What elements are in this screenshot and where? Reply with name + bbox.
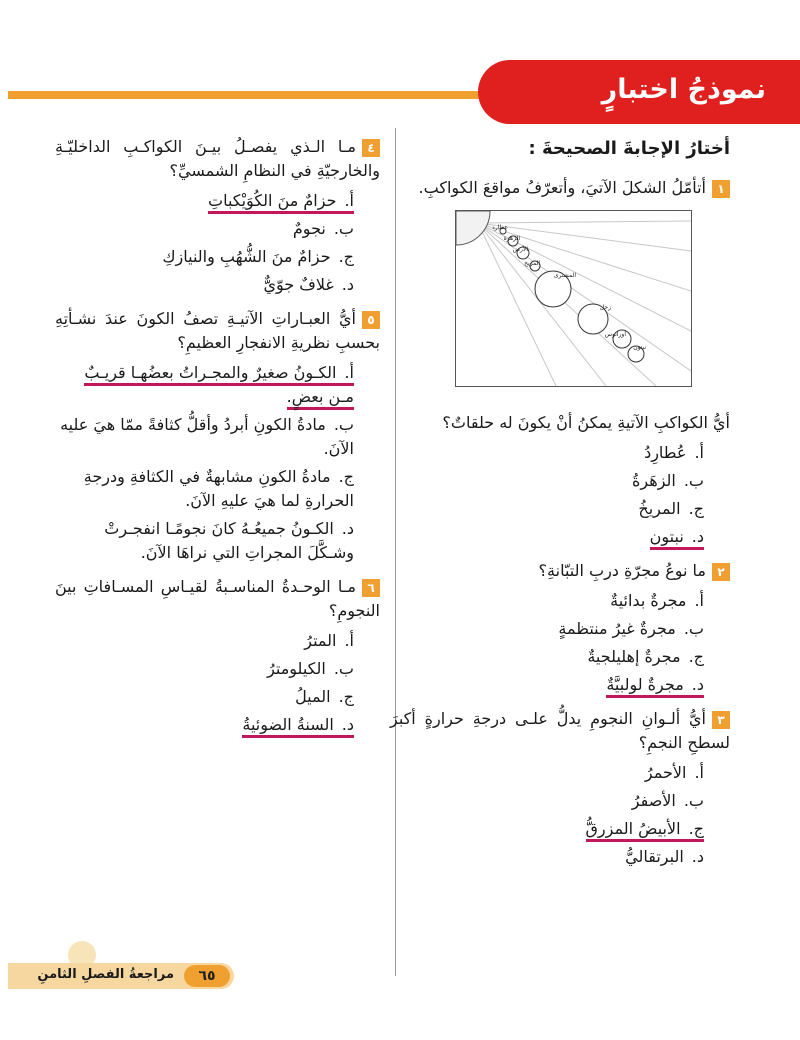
label-venus: الزهرة — [503, 235, 520, 242]
options-list — [390, 761, 730, 869]
question-1 — [390, 176, 730, 549]
title-rule — [8, 91, 488, 99]
label-mars: المريخ — [524, 260, 540, 267]
options-list — [55, 629, 380, 737]
option-d[interactable] — [55, 713, 354, 737]
option-c[interactable]: ج.مجرةٌ إهليلجيةٌ — [587, 647, 704, 666]
question-number: ٣ — [712, 711, 730, 729]
chapter-label: مراجعةُ الفصلِ الثامنِ — [37, 967, 174, 982]
question-number: ٢ — [712, 563, 730, 581]
option-b[interactable]: ب.الأصفرُ — [631, 791, 704, 810]
page-footer — [8, 963, 234, 989]
option-c[interactable]: ج.الميلُ — [295, 687, 354, 706]
question-prompt: مـا الـذي يفصـلُ بيـنَ الكواكـبِ الداخليّـةِ والخارجيّةِ في النظامِ الشمسيِّ؟ — [55, 137, 380, 180]
question-number: ٤ — [362, 139, 380, 157]
label-mercury: عطارد — [492, 224, 508, 231]
option-d[interactable]: د.غلافٌ جوّيٌّ — [263, 275, 354, 294]
question-number: ١ — [712, 180, 730, 198]
question-5 — [55, 307, 380, 565]
options-list — [390, 441, 730, 549]
right-column — [390, 135, 730, 879]
page-title: نموذجُ اختبارٍ — [601, 74, 766, 105]
options-list — [55, 361, 380, 565]
option-a[interactable]: أ.مجرةٌ بدائيةٌ — [610, 591, 704, 610]
question-4 — [55, 135, 380, 297]
solar-system-diagram — [455, 210, 692, 387]
correct-answer: أ.حزامٌ منَ الكُوَيْكباتِ — [208, 191, 354, 214]
option-a[interactable]: أ.عُطارِدُ — [644, 443, 704, 462]
question-prompt: أيُّ ألـوانِ النجومِ يدلُّ علـى درجةِ حرارةٍ أكبرَ لسطحِ النجمِ؟ — [390, 709, 730, 752]
option-c[interactable]: ج.مادةُ الكونِ مشابهةٌ في الكثافةِ ودرجةِ الحرارةِ لما هيَ عليهِ الآنَ. — [83, 467, 354, 510]
title-banner — [478, 60, 800, 124]
label-neptune: نبتون — [633, 344, 646, 351]
option-b[interactable]: ب.الكيلومترُ — [267, 659, 354, 678]
option-a[interactable]: أ.الأحمرُ — [644, 763, 704, 782]
question-3 — [390, 707, 730, 869]
label-uranus: أورانوس — [604, 331, 626, 338]
page-number: ٦٥ — [184, 965, 230, 987]
question-subprompt: أيُّ الكواكبِ الآتيةِ يمكنُ أنْ يكونَ له حلقاتٌ؟ — [442, 413, 730, 432]
option-d[interactable] — [390, 525, 704, 549]
question-number: ٦ — [362, 579, 380, 597]
option-b[interactable]: ب.الزهَرةُ — [632, 471, 704, 490]
option-d[interactable]: د.البرتقاليُّ — [625, 847, 704, 866]
label-earth: الأرض — [512, 246, 528, 253]
label-saturn: زحل — [599, 304, 611, 311]
solar-system-figure — [390, 210, 730, 387]
option-d[interactable] — [390, 673, 704, 697]
option-c[interactable]: ج.حزامٌ منَ الشُّهُبِ والنيازكِ — [162, 247, 354, 266]
correct-answer: أ.الكـونُ صغيرٌ والمجـراتُ بعضُهـا قريـبٌ مـن بعضٍ. — [84, 363, 354, 410]
correct-answer: ج.الأبيضُ المزرقُّ — [586, 819, 705, 842]
question-6 — [55, 575, 380, 737]
left-column — [55, 135, 380, 747]
question-prompt: أيُّ العبـاراتِ الآتيـةِ تصفُ الكونَ عندَ نشـأتِهِ بحسبِ نظريةِ الانفجارِ العظيمِ؟ — [55, 309, 380, 352]
options-list — [390, 589, 730, 697]
option-b[interactable]: ب.مادةُ الكونِ أبردُ وأقلُّ كثافةً ممّا هيَ عليه الآنَ. — [60, 415, 354, 458]
question-prompt: أتأمّلُ الشكلَ الآتيَ، وأتعرّفُ مواقعَ الكواكبِ. — [418, 178, 706, 197]
question-number: ٥ — [362, 311, 380, 329]
correct-answer: د.السنةُ الضوئيةُ — [242, 715, 354, 738]
question-prompt: ما نوعُ مجرّةِ دربِ التبّانةِ؟ — [538, 561, 706, 580]
option-c[interactable] — [390, 817, 704, 841]
option-d[interactable]: د.الكـونُ جميعُـهُ كانَ نجومًـا انفجـرتْ وشـكَّلَ المجراتِ التي نراهَا الآنَ. — [104, 519, 354, 562]
label-jupiter: المشترى — [553, 272, 576, 279]
option-a[interactable]: أ.المترُ — [304, 631, 354, 650]
correct-answer: د.نبتون — [650, 527, 704, 550]
option-a[interactable] — [55, 361, 354, 409]
option-b[interactable]: ب.مجرةٌ غيرُ منتظمةٍ — [558, 619, 704, 638]
options-list — [55, 189, 380, 297]
question-prompt: مـا الوحـدةُ المناسـبةُ لقيـاسِ المسـافاتِ بينَ النجومِ؟ — [55, 577, 380, 620]
instruction: أختارُ الإجابةَ الصحيحةَ : — [528, 138, 730, 159]
correct-answer: د.مجرةٌ لولبيَّةٌ — [606, 675, 704, 698]
option-b[interactable]: ب.نجومٌ — [292, 219, 354, 238]
option-c[interactable]: ج.المريخُ — [638, 499, 704, 518]
option-a[interactable] — [55, 189, 354, 213]
question-2 — [390, 559, 730, 697]
